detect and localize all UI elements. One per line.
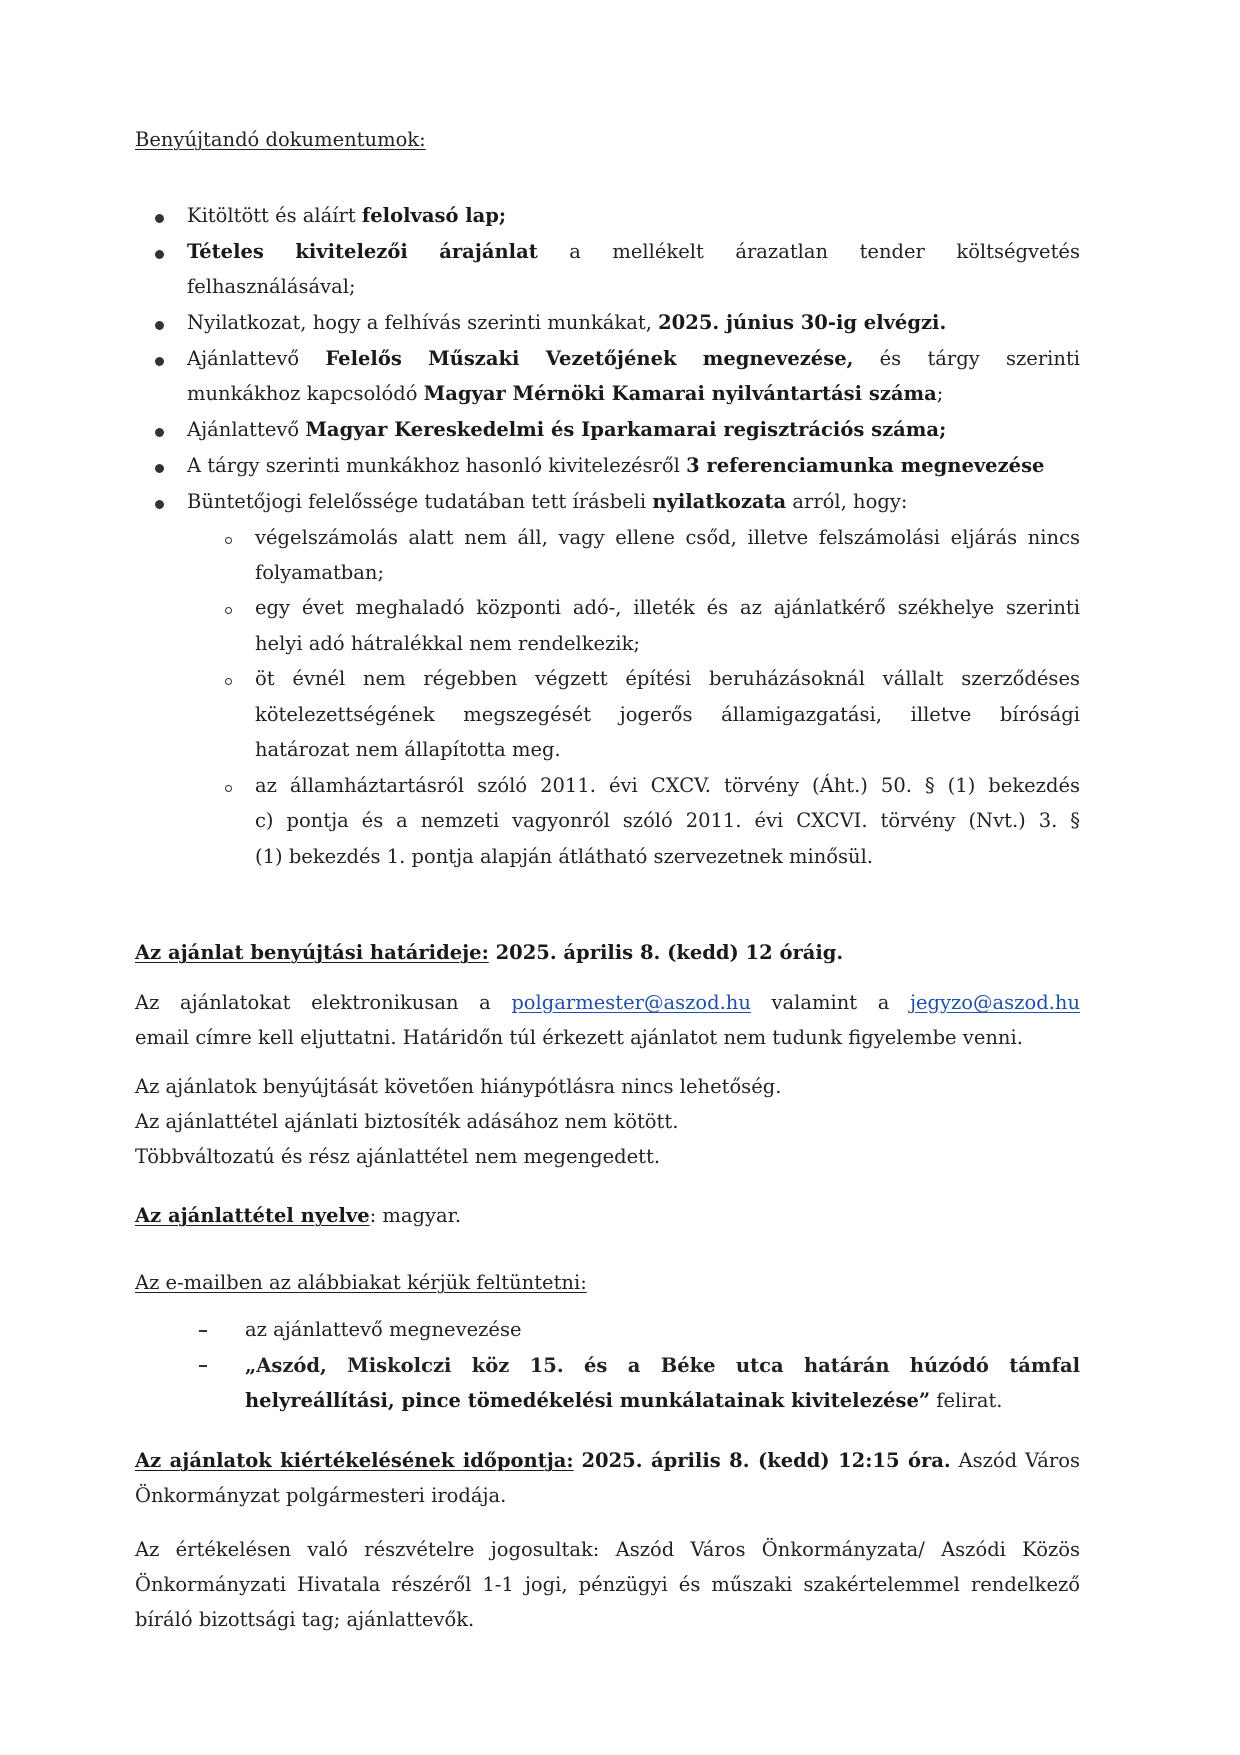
item-text-bold: árajánlat: [439, 240, 538, 263]
item-text-bold: Vezetőjének: [545, 347, 677, 370]
participants-line: bíráló bizottsági tag; ajánlattevők.: [135, 1608, 475, 1631]
evaluation-text: Aszód Város: [958, 1449, 1080, 1472]
item-text-bold: 3 referenciamunka megnevezése: [686, 454, 1045, 477]
language-label: Az ajánlattétel nyelve: [135, 1204, 370, 1227]
list-item: [187, 492, 907, 512]
participants-line: Az értékelésen való részvételre jogosultak: Aszód Város Önkormányzata/ Aszódi Közös: [135, 1538, 1080, 1561]
email-link-polgarmester[interactable]: polgarmester@aszod.hu: [511, 991, 751, 1014]
item-text: A tárgy szerinti munkákhoz hasonló kivitelezésről: [187, 454, 687, 477]
sub-list-item: végelszámolás alatt nem áll, vagy ellene csőd, illetve felszámolási eljárás nincs: [255, 526, 1080, 549]
sub-list-item-continuation: folyamatban;: [255, 561, 385, 584]
item-text-bold: 2025. június 30-ig elvégzi.: [658, 311, 947, 334]
submission-text: valamint a: [771, 991, 910, 1014]
item-text: felirat.: [930, 1389, 1003, 1412]
submission-text: Az ajánlatokat elektronikusan a: [135, 991, 512, 1014]
language-paragraph: [135, 1206, 461, 1226]
list-item: [187, 206, 506, 226]
item-text: munkákhoz kapcsolódó: [187, 382, 424, 405]
bullet-icon: [155, 357, 164, 366]
sub-list-item-continuation: (1) bekezdés 1. pontja alapján átlátható szervezetnek minősül.: [255, 845, 874, 868]
item-text: és: [879, 347, 902, 370]
dash-bullet-icon: [199, 1330, 207, 1332]
participants-line: Önkormányzati Hivatala részéről 1-1 jogi, pénzügyi és műszaki szakértelemmel rendelkező: [135, 1573, 1080, 1596]
list-item: [187, 456, 1044, 476]
list-item: [187, 242, 1080, 262]
note-line: Az ajánlattétel ajánlati biztosíték adásához nem kötött.: [135, 1110, 679, 1133]
sub-list-item-continuation: határozat nem állapította meg.: [255, 738, 561, 761]
item-text: Kitöltött és aláírt: [187, 204, 362, 227]
project-title-bold: helyreállítási, pince tömedékelési munkálatainak kivitelezése”: [245, 1389, 931, 1412]
evaluation-text: Önkormányzat polgármesteri irodája.: [135, 1484, 507, 1507]
list-item-continuation: [187, 384, 943, 404]
circle-bullet-icon: [225, 678, 232, 685]
bullet-icon: [155, 500, 164, 509]
item-text: Büntetőjogi felelőssége tudatában tett írásbeli: [187, 490, 653, 513]
email-content-heading: Az e-mailben az alábbiakat kérjük feltüntetni:: [135, 1271, 587, 1294]
bullet-icon: [155, 214, 164, 223]
evaluation-paragraph: [135, 1451, 1080, 1471]
item-text: felhasználásával;: [187, 275, 356, 298]
submission-paragraph: [135, 993, 1080, 1013]
deadline-value: 2025. április 8. (kedd) 12 óráig.: [488, 941, 844, 964]
item-text: Nyilatkozat, hogy a felhívás szerinti munkákat,: [187, 311, 659, 334]
sub-list-item: egy évet meghaladó központi adó-, illeték és az ajánlatkérő székhelye szerinti: [255, 596, 1080, 619]
list-item: [187, 313, 946, 333]
item-text: szerinti: [1006, 347, 1081, 370]
item-text-bold: Magyar Kereskedelmi és Iparkamarai regisztrációs száma;: [305, 418, 947, 441]
deadline-label: Az ajánlat benyújtási határideje:: [135, 941, 489, 964]
item-text-bold: megnevezése,: [702, 347, 854, 370]
sub-list-item-continuation: helyi adó hátralékkal nem rendelkezik;: [255, 632, 640, 655]
item-text: tárgy: [927, 347, 980, 370]
sub-list-item-continuation: kötelezettségének megszegését jogerős államigazgatási, illetve bírósági: [255, 703, 1080, 726]
item-text: ;: [936, 382, 944, 405]
documents-heading: Benyújtandó dokumentumok:: [135, 128, 426, 151]
list-item: [187, 349, 1080, 369]
bullet-icon: [155, 464, 164, 473]
item-text-bold: nyilatkozata: [652, 490, 787, 513]
item-text: a: [569, 240, 581, 263]
note-line: Az ajánlatok benyújtását követően hiánypótlásra nincs lehetőség.: [135, 1075, 782, 1098]
bullet-icon: [155, 321, 164, 330]
item-text-bold: kivitelezői: [295, 240, 408, 263]
item-text-bold: Tételes: [187, 240, 264, 263]
circle-bullet-icon: [225, 537, 232, 544]
bullet-icon: [155, 428, 164, 437]
bullet-icon: [155, 250, 164, 259]
email-link-jegyzo[interactable]: jegyzo@aszod.hu: [909, 991, 1080, 1014]
item-text: Ajánlattevő: [187, 418, 306, 441]
email-content-item-continuation: [245, 1391, 1002, 1411]
list-item: [187, 420, 946, 440]
evaluation-label: Az ajánlatok kiértékelésének időpontja:: [135, 1449, 574, 1472]
email-content-item: „Aszód, Miskolczi köz 15. és a Béke utca határán húzódó támfal: [245, 1354, 1080, 1377]
submission-text: email címre kell eljuttatni. Határidőn túl érkezett ajánlatot nem tudunk figyelembe venni.: [135, 1026, 1023, 1049]
item-text-bold: Felelős: [325, 347, 402, 370]
item-text: tender: [859, 240, 925, 263]
sub-list-item-continuation: c) pontja és a nemzeti vagyonról szóló 2011. évi CXCVI. törvény (Nvt.) 3. §: [255, 809, 1080, 832]
evaluation-value: 2025. április 8. (kedd) 12:15 óra.: [581, 1449, 951, 1472]
item-text-bold: felolvasó lap;: [361, 204, 507, 227]
item-text: árazatlan: [735, 240, 829, 263]
item-text: költségvetés: [956, 240, 1080, 263]
deadline-paragraph: [135, 943, 843, 963]
email-content-item: az ajánlattevő megnevezése: [245, 1318, 522, 1341]
sub-list-item: öt évnél nem régebben végzett építési beruházásoknál vállalt szerződéses: [255, 667, 1080, 690]
note-line: Többváltozatú és rész ajánlattétel nem megengedett.: [135, 1145, 661, 1168]
item-text: mellékelt: [612, 240, 704, 263]
item-text: Ajánlattevő: [187, 347, 300, 370]
sub-list-item: az államháztartásról szóló 2011. évi CXCV. törvény (Áht.) 50. § (1) bekezdés: [255, 774, 1080, 797]
dash-bullet-icon: [199, 1365, 207, 1367]
item-text-bold: Magyar Mérnöki Kamarai nyilvántartási száma: [423, 382, 937, 405]
circle-bullet-icon: [225, 785, 232, 792]
circle-bullet-icon: [225, 607, 232, 614]
language-value: : magyar.: [369, 1204, 462, 1227]
item-text: arról, hogy:: [786, 490, 908, 513]
item-text-bold: Műszaki: [428, 347, 520, 370]
